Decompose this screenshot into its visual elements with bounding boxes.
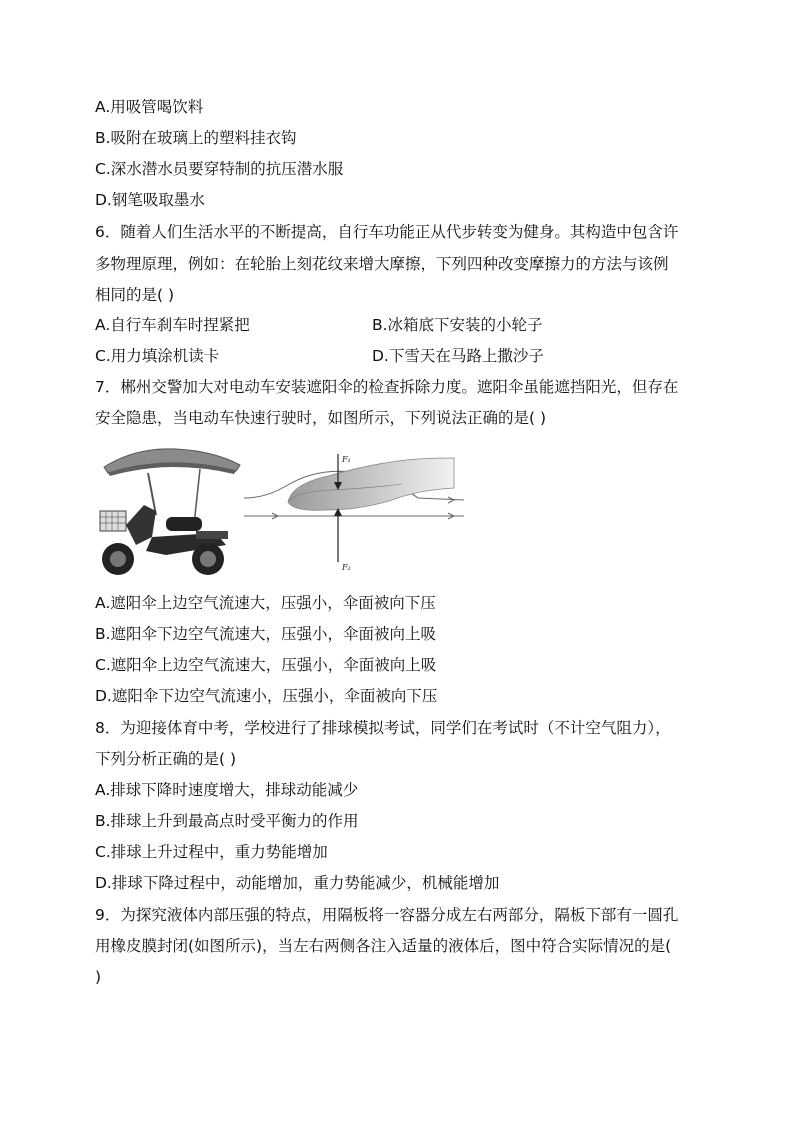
q6-stem-line-1: 6．随着人们生活水平的不断提高，自行车功能正从代步转变为健身。其构造中包含许 <box>95 223 679 241</box>
q7-option-c: C.遮阳伞上边空气流速大，压强小，伞面被向上吸 <box>95 656 437 674</box>
q5-option-a: A.用吸管喝饮料 <box>95 98 204 116</box>
airflow-umbrella-diagram <box>242 450 468 578</box>
q6-option-b: B.冰箱底下安装的小轮子 <box>372 316 543 334</box>
q6-option-d: D.下雪天在马路上撒沙子 <box>372 347 544 365</box>
force-label-f1: F₁ <box>342 455 351 464</box>
q8-option-d: D.排球下降过程中，动能增加，重力势能减少，机械能增加 <box>95 874 500 892</box>
q6-stem-line-2: 多物理原理，例如：在轮胎上刻花纹来增大摩擦，下列四种改变摩擦力的方法与该例 <box>95 255 669 273</box>
q8-option-a: A.排球下降时速度增大，排球动能减少 <box>95 781 359 799</box>
q6-stem-line-3: 相同的是( ) <box>95 286 175 304</box>
q9-stem-line-3: ) <box>95 968 102 986</box>
q7-option-b: B.遮阳伞下边空气流速大，压强小，伞面被向上吸 <box>95 625 437 643</box>
q6-option-c: C.用力填涂机读卡 <box>95 347 220 365</box>
electric-scooter-umbrella-image <box>96 445 244 580</box>
q7-stem-line-2: 安全隐患，当电动车快速行驶时，如图所示，下列说法正确的是( ) <box>95 409 547 427</box>
q7-option-d: D.遮阳伞下边空气流速小，压强小，伞面被向下压 <box>95 687 438 705</box>
q8-option-b: B.排球上升到最高点时受平衡力的作用 <box>95 812 359 830</box>
q7-option-a: A.遮阳伞上边空气流速大，压强小，伞面被向下压 <box>95 594 436 612</box>
force-label-f2: F₂ <box>342 563 351 572</box>
q9-stem-line-2: 用橡皮膜封闭(如图所示)，当左右两侧各注入适量的液体后，图中符合实际情况的是( <box>95 937 672 955</box>
q5-option-c: C.深水潜水员要穿特制的抗压潜水服 <box>95 160 344 178</box>
q6-option-a: A.自行车刹车时捏紧把 <box>95 316 250 334</box>
q8-stem-line-1: 8．为迎接体育中考，学校进行了排球模拟考试，同学们在考试时（不计空气阻力）， <box>95 719 671 737</box>
q7-stem-line-1: 7．郴州交警加大对电动车安装遮阳伞的检查拆除力度。遮阳伞虽能遮挡阳光，但存在 <box>95 378 679 396</box>
q8-option-c: C.排球上升过程中，重力势能增加 <box>95 843 328 861</box>
q8-stem-line-2: 下列分析正确的是( ) <box>95 750 237 768</box>
q5-option-b: B.吸附在玻璃上的塑料挂衣钩 <box>95 129 297 147</box>
q9-stem-line-1: 9．为探究液体内部压强的特点，用隔板将一容器分成左右两部分，隔板下部有一圆孔 <box>95 906 679 924</box>
q5-option-d: D.钢笔吸取墨水 <box>95 191 205 209</box>
